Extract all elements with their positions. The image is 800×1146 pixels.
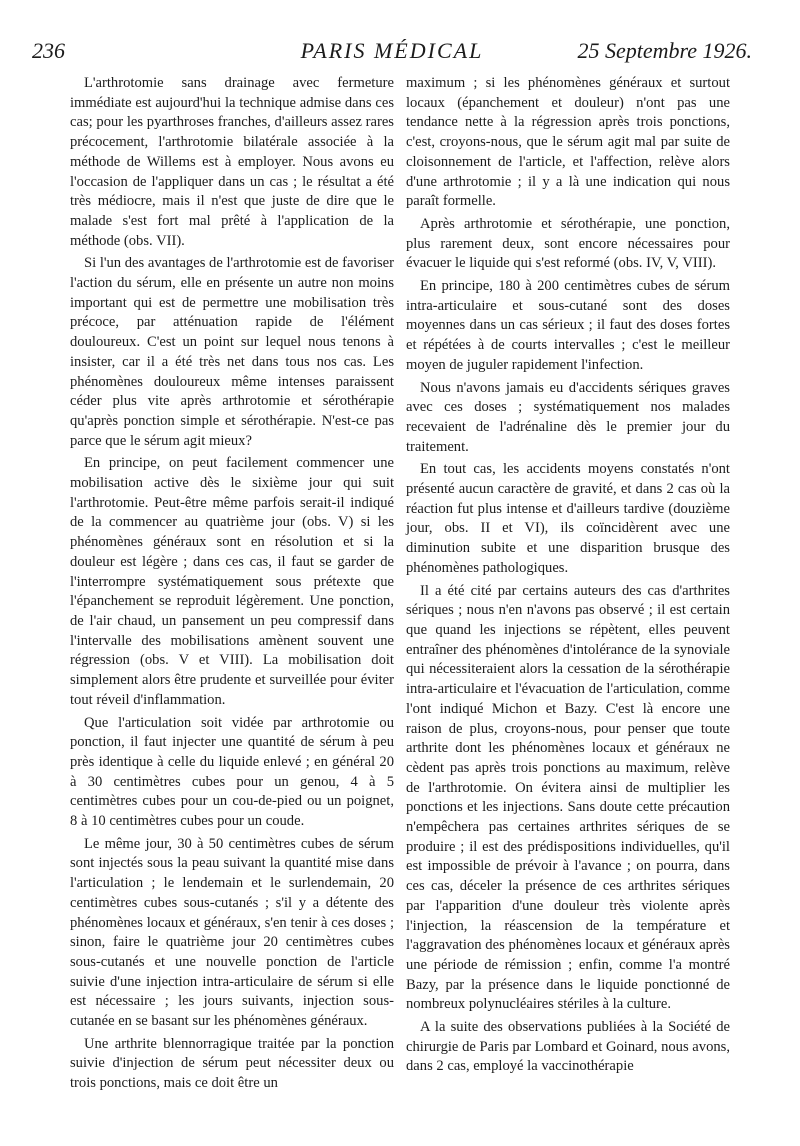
paragraph: Si l'un des avantages de l'arthrotomie est de favoriser l'action du sérum, elle en présente un autre non moins important qui est de permettre une mobilisation très précoce, par atténuation rapide de l'élément douloureux. C'est un point sur lequel nous tenons à insister, car il a été très net dans tous nos cas. Les phénomènes douloureux même intenses paraissent céder plus vite après arthrotomie et sérothérapie qu'après ponction simple et sérothérapie. N'est-ce pas parce que le sérum agit mieux? [70,255,395,449]
paragraph: Une arthrite blennorragique traitée par la ponction suivie d'injection de sérum peut nécessiter deux ou trois ponctions, mais ce doit être un [70,1035,394,1092]
page-header [32,38,752,68]
paragraph: Le même jour, 30 à 50 centimètres cubes de sérum sont injectés sous la peau suivant la quantité mise dans l'articulation ; le lendemain et le surlendemain, 20 centimètres cubes sous-cutanés ; s'il y a détente des phénomènes locaux et généraux, s'en tenir à ces doses ; sinon, faire le quatrième jour 20 centimètres cubes sous-cutanés et une nouvelle ponction de l'article suivie d'une injection intra-articulaire de sérum si elle est nécessaire ; les jours suivants, injection sous-cutanée en se basant sur les phénomènes généraux. [70,835,394,1030]
paragraph: Après arthrotomie et sérothérapie, une ponction, plus rarement deux, sont encore nécessaires pour évacuer le liquide qui s'est reformé (obs. IV, V, VIII). [406,215,730,272]
paragraph: A la suite des observations publiées à la Société de chirurgie de Paris par Lombard et Goinard, nous avons, dans 2 cas, employé la vaccinothérapie [406,1019,730,1075]
left-column [70,74,394,1097]
issue-date: 25 Septembre 1926. [577,38,752,63]
paragraph: L'arthrotomie sans drainage avec fermeture immédiate est aujourd'hui la technique admise dans ces cas; pour les pyarthroses franches, d'ailleurs assez rares précocement, l'arthrotomie bilatérale associée à la méthode de Willems est à employer. Nous avons eu l'occasion de l'appliquer dans un cas ; le résultat a été très médiocre, mais il n'est que juste de dire que le malade s'est fort mal prêté à l'application de la méthode (obs. VII). [70,75,394,249]
paragraph: Que l'articulation soit vidée par arthrotomie ou ponction, il faut injecter une quantité de sérum à peu près identique à celle du liquide enlevé ; en général 20 à 30 centimètres cubes pour un genou, 4 à 5 centimètres cubes pour un cou-de-pied ou un poignet, 8 à 10 centimètres cubes pour un coude. [70,714,394,830]
page-number: 236 [32,38,65,63]
paragraph: En principe, on peut facilement commencer une mobilisation active dès le sixième jour qui suit l'arthrotomie. Peut-être même parfois serait-il indiqué de la commencer au quatrième jour (obs. V) si les phénomènes généraux sont en résolution et si la douleur est légère ; dans ces cas, il faut se garder de l'interrompre systématiquement sous prétexte que l'épanchement se reproduit légèrement. Une ponction, de l'air chaud, un pansement un peu compressif dans l'intervalle des mobilisations amènent souvent une régression (obs. V et VIII). La mobilisation doit simplement alors être prudente et surveillée pour éviter tout réveil d'inflammation. [70,455,394,708]
paragraph: Il a été cité par certains auteurs des cas d'arthrites sériques ; nous n'en n'avons pas observé ; il est certain que quand les injections se répètent, elles peuvent entraîner des phénomènes d'intolérance de la synoviale qui nécessiteraient alors la cessation de la sérothérapie intra-articulaire et l'évacuation de l'articulation, comme l'ont indiqué Michon et Bazy. C'est là encore une raison de plus, croyons-nous, pour penser que toute arthrite dont les phénomènes locaux et généraux ne cèdent pas après trois ponctions au maximum, relève de l'arthrotomie. On évitera ainsi de multiplier les ponctions et les injections. Sans doute cette précaution n'empêchera pas certaines arthrites sériques de se produire ; il est des prédispositions individuelles, qu'il est impossible de prévoir à l'avance ; on pourra, dans ces cas, déceler la présence de ces arthrites sériques par l'apparition d'une douleur très violente après l'injection, la réascension de la température et l'aggravation des phénomènes locaux et généraux après une période de rémission ; enfin, comme l'a montré Bazy, par la présence dans le liquide ponctionné de nombreux polynucléaires stériles à la culture. [406,582,730,1013]
paragraph-continued: maximum ; si les phénomènes généraux et surtout locaux (épanchement et douleur) n'ont pas une tendance nette à la régression après trois ponctions, c'est, croyons-nous, que le sérum agit mal par suite de cloisonnement de l'article, et l'affection, relève alors d'une arthrotomie ; il y a là une indication qui nous paraît formelle. [406,75,730,210]
right-column [406,74,730,1080]
paragraph: En tout cas, les accidents moyens constatés n'ont présenté aucun caractère de gravité, et dans 2 cas où la réaction fut plus intense et d'ailleurs tardive (douzième jour, obs. II et VI), ils coïncidèrent avec une diminution subite et une disparition brusque des phénomènes pathologiques. [406,461,730,576]
paragraph: En principe, 180 à 200 centimètres cubes de sérum intra-articulaire et sous-cutané sont des doses moyennes dans un cas sérieux ; il faut des doses fortes et répétées à de courts intervalles ; c'est le meilleur moyen de juguler rapidement l'infection. [406,278,730,373]
paragraph: Nous n'avons jamais eu d'accidents sériques graves avec ces doses ; systématiquement nos malades recevaient de l'adrénaline dès le premier jour du traitement. [406,379,730,455]
journal-title: PARIS MÉDICAL [300,38,484,63]
